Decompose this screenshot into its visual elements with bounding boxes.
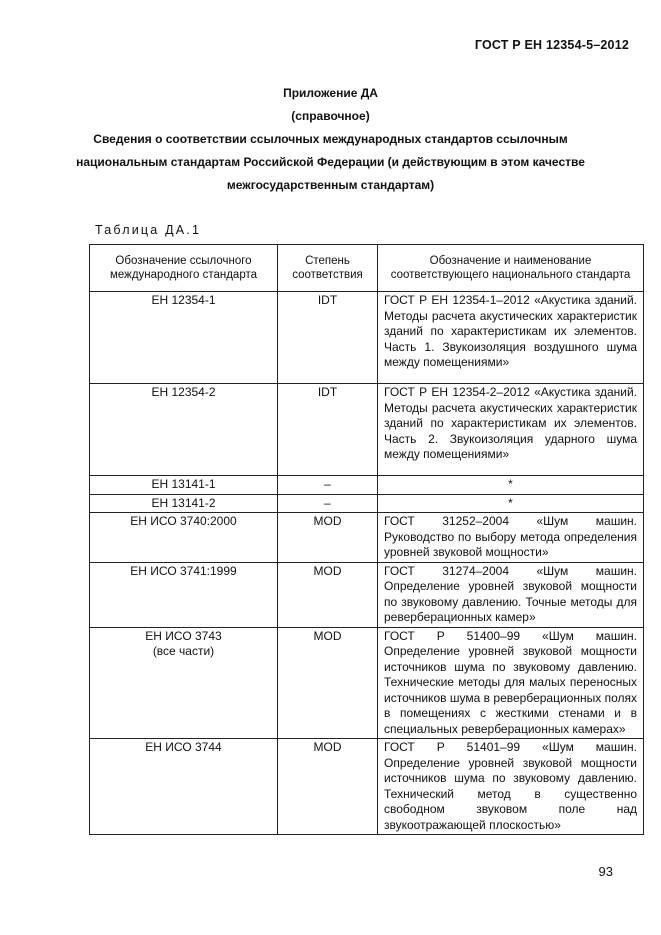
annex-title: Приложение ДА	[283, 86, 378, 100]
table-row	[90, 384, 644, 476]
national-standard-cell: ГОСТ Р ЕН 12354-2–2012 «Акустика зданий. Методы расчета акустических характеристик зданий по характеристикам их элементов. Часть 2. Звукоизоляция ударного шума между помещениями»	[378, 384, 644, 476]
column-header-reference: Обозначение ссылочного международного стандарта	[90, 245, 278, 292]
national-standard-cell: ГОСТ 31274–2004 «Шум машин. Определение уровней звуковой мощности по звуковому давлению. Точные методы для реверберационных камер»	[378, 562, 644, 627]
reference-standard-code: ЕН ИСО 3743	[145, 628, 222, 643]
table-row	[90, 494, 644, 513]
table-row	[90, 476, 644, 495]
correspondence-table	[89, 244, 644, 835]
annex-heading: Сведения о соответствии ссылочных международных стандартов ссылочным национальным стандартам Российской Федерации (и действующим в этом качестве межгосударственным стандартам)	[76, 132, 585, 192]
national-standard-cell: ГОСТ Р 51400–99 «Шум машин. Определение уровней звуковой мощности источников шума по звуковому давлению. Технические методы для малых переносных источников шума в реверберационных полях в помещениях с жесткими стенами и в специальных реверберационных камерах»	[378, 627, 644, 739]
table-header-row	[90, 245, 644, 292]
reference-standard-cell: ЕН 13141-1	[90, 476, 278, 495]
table-row	[90, 739, 644, 835]
degree-cell: IDT	[278, 384, 378, 476]
national-standard-cell: *	[378, 494, 644, 513]
page-number: 93	[598, 864, 613, 879]
reference-standard-cell: ЕН ИСО 3740:2000	[90, 513, 278, 563]
table-caption: Таблица ДА.1	[95, 223, 202, 237]
degree-cell: IDT	[278, 292, 378, 384]
degree-cell: –	[278, 494, 378, 513]
reference-standard-cell: ЕН 12354-2	[90, 384, 278, 476]
degree-cell: MOD	[278, 739, 378, 835]
degree-cell: –	[278, 476, 378, 495]
national-standard-cell: *	[378, 476, 644, 495]
document-code: ГОСТ Р ЕН 12354-5–2012	[474, 38, 629, 52]
column-header-national: Обозначение и наименование соответствующего национального стандарта	[378, 245, 644, 292]
national-standard-cell: ГОСТ Р ЕН 12354-1–2012 «Акустика зданий. Методы расчета акустических характеристик зданий по характеристикам их элементов. Часть 1. Звукоизоляция воздушного шума между помещениями»	[378, 292, 644, 384]
annex-type: (справочное)	[291, 109, 370, 123]
table-row	[90, 562, 644, 627]
table-row	[90, 513, 644, 563]
degree-cell: MOD	[278, 513, 378, 563]
reference-standard-cell: ЕН ИСО 3741:1999	[90, 562, 278, 627]
reference-standard-note: (все части)	[152, 644, 215, 658]
table-row	[90, 292, 644, 384]
column-header-degree: Степень соответствия	[278, 245, 378, 292]
national-standard-cell: ГОСТ Р 51401–99 «Шум машин. Определение уровней звуковой мощности источников шума по звуковому давлению. Технический метод в существенно свободном звуковом поле над звукоотражающей плоскостью»	[378, 739, 644, 835]
reference-standard-cell: ЕН 13141-2	[90, 494, 278, 513]
national-standard-cell: ГОСТ 31252–2004 «Шум машин. Руководство по выбору метода определения уровней звуковой мощности»	[378, 513, 644, 563]
degree-cell: MOD	[278, 627, 378, 739]
table-row	[90, 627, 644, 739]
degree-cell: MOD	[278, 562, 378, 627]
reference-standard-cell: ЕН ИСО 3744	[90, 739, 278, 835]
reference-standard-cell	[90, 627, 278, 739]
reference-standard-cell: ЕН 12354-1	[90, 292, 278, 384]
